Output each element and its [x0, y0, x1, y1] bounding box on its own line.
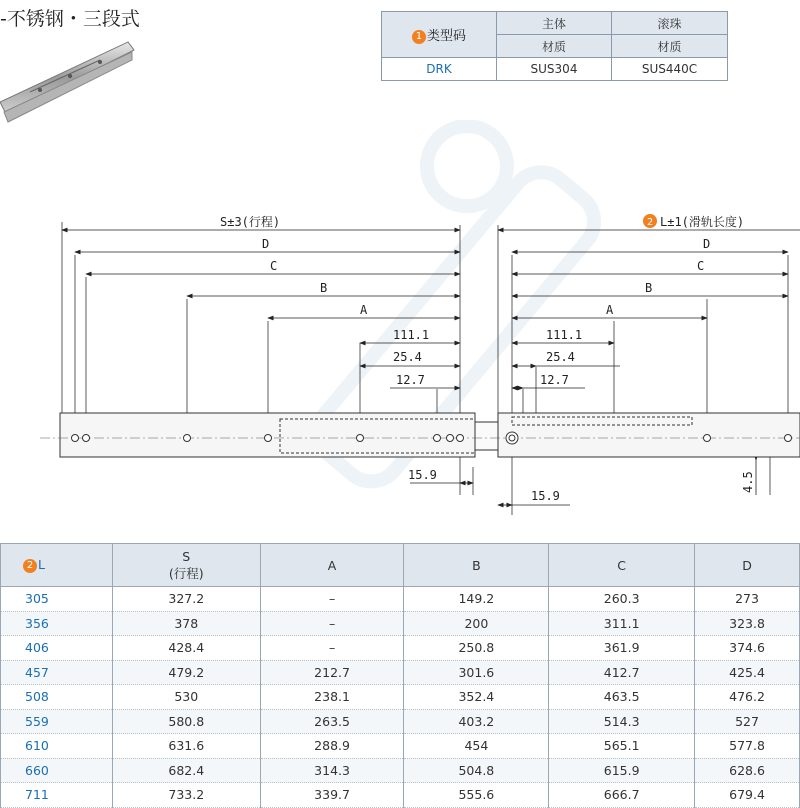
cell-l: 711	[1, 783, 113, 808]
cell-b: 200	[404, 611, 549, 636]
cell-s: 682.4	[112, 758, 260, 783]
cell-l: 508	[1, 685, 113, 710]
dimension-table	[0, 543, 800, 808]
dimension-table-body	[1, 587, 800, 808]
left-15-label: 15.9	[408, 468, 437, 482]
cell-s: 428.4	[112, 636, 260, 661]
cell-c: 311.1	[549, 611, 695, 636]
cell-l: 660	[1, 758, 113, 783]
product-photo	[0, 30, 135, 130]
cell-d: 679.4	[695, 783, 800, 808]
col-header-s: S (行程)	[112, 544, 260, 587]
cell-c: 361.9	[549, 636, 695, 661]
table-row	[1, 660, 800, 685]
dimension-drawing	[0, 195, 800, 525]
right-b-label: B	[645, 281, 653, 295]
badge-2	[643, 214, 657, 228]
cell-b: 352.4	[404, 685, 549, 710]
left-d-label: D	[262, 237, 270, 251]
cell-s: 530	[112, 685, 260, 710]
cell-b: 555.6	[404, 783, 549, 808]
cell-l: 305	[1, 587, 113, 612]
right-25-label: 25.4	[546, 350, 575, 364]
cell-s: 378	[112, 611, 260, 636]
cell-l: 406	[1, 636, 113, 661]
cell-a: 339.7	[260, 783, 404, 808]
cell-l: 457	[1, 660, 113, 685]
right-d-label: D	[703, 237, 711, 251]
cell-a: 263.5	[260, 709, 404, 734]
right-15-label: 15.9	[531, 489, 560, 503]
cell-d: 476.2	[695, 685, 800, 710]
cell-s: 631.6	[112, 734, 260, 759]
cell-b: 403.2	[404, 709, 549, 734]
cell-a: –	[260, 587, 404, 612]
col-header-l: 2 L	[1, 544, 113, 587]
ball-material-value: SUS440C	[612, 58, 728, 81]
stroke-label: S±3(行程)	[220, 215, 281, 229]
cell-c: 514.3	[549, 709, 695, 734]
table-row	[1, 783, 800, 808]
table-row	[1, 685, 800, 710]
cell-c: 565.1	[549, 734, 695, 759]
cell-b: 149.2	[404, 587, 549, 612]
left-12-label: 12.7	[396, 373, 425, 387]
cell-d: 425.4	[695, 660, 800, 685]
col-header-c: C	[549, 544, 695, 587]
table-row	[1, 636, 800, 661]
cell-s: 733.2	[112, 783, 260, 808]
cell-c: 412.7	[549, 660, 695, 685]
cell-c: 463.5	[549, 685, 695, 710]
cell-c: 615.9	[549, 758, 695, 783]
cell-l: 559	[1, 709, 113, 734]
table-row	[1, 611, 800, 636]
cell-a: 288.9	[260, 734, 404, 759]
body-material-value: SUS304	[497, 58, 612, 81]
cell-d: 374.6	[695, 636, 800, 661]
cell-c: 260.3	[549, 587, 695, 612]
cell-l: 610	[1, 734, 113, 759]
cell-a: –	[260, 611, 404, 636]
left-a-label: A	[360, 303, 368, 317]
body-header-bottom: 材质	[497, 35, 612, 58]
left-111-label: 111.1	[393, 328, 430, 342]
ball-header-top: 滚珠	[612, 12, 728, 35]
table-row	[1, 734, 800, 759]
type-code-header: 1 类型码	[382, 12, 497, 58]
cell-b: 301.6	[404, 660, 549, 685]
badge-1: 1	[412, 30, 426, 44]
cell-b: 504.8	[404, 758, 549, 783]
ball-header-bottom: 材质	[612, 35, 728, 58]
cell-d: 323.8	[695, 611, 800, 636]
right-111-label: 111.1	[546, 328, 583, 342]
col-header-b: B	[404, 544, 549, 587]
left-c-label: C	[270, 259, 278, 273]
cell-d: 577.8	[695, 734, 800, 759]
cell-c: 666.7	[549, 783, 695, 808]
cell-s: 580.8	[112, 709, 260, 734]
page-title: -不锈钢・三段式	[0, 8, 140, 30]
cell-b: 250.8	[404, 636, 549, 661]
type-code-value: DRK	[382, 58, 497, 81]
body-header-top: 主体	[497, 12, 612, 35]
cell-a: –	[260, 636, 404, 661]
svg-text:2: 2	[647, 217, 654, 228]
cell-s: 479.2	[112, 660, 260, 685]
right-a-label: A	[606, 303, 614, 317]
cell-a: 212.7	[260, 660, 404, 685]
table-row	[1, 709, 800, 734]
cell-s: 327.2	[112, 587, 260, 612]
left-25-label: 25.4	[393, 350, 422, 364]
right-height-label: 4.5	[741, 471, 755, 493]
col-header-a: A	[260, 544, 404, 587]
cell-a: 238.1	[260, 685, 404, 710]
right-12-label: 12.7	[540, 373, 569, 387]
table-row	[1, 758, 800, 783]
cell-d: 273	[695, 587, 800, 612]
cell-d: 527	[695, 709, 800, 734]
right-c-label: C	[697, 259, 705, 273]
table-row	[1, 587, 800, 612]
rail-length-label: L±1(滑轨长度)	[660, 215, 745, 229]
material-spec-table	[381, 11, 728, 81]
cell-d: 628.6	[695, 758, 800, 783]
cell-a: 314.3	[260, 758, 404, 783]
cell-l: 356	[1, 611, 113, 636]
cell-b: 454	[404, 734, 549, 759]
col-header-d: D	[695, 544, 800, 587]
left-b-label: B	[320, 281, 328, 295]
